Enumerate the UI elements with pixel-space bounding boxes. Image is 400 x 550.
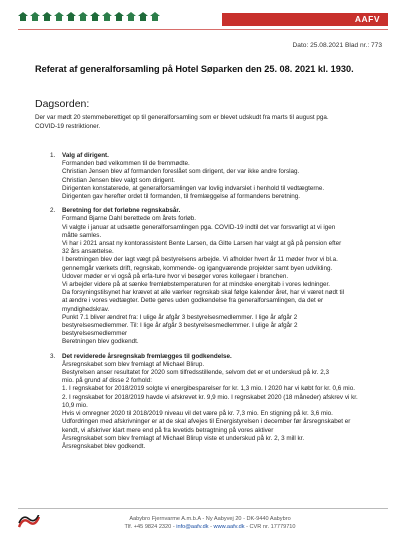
document-title: Referat af generalforsamling på Hotel Søparken den 25. 08. 2021 kl. 1930. [35, 64, 354, 74]
house-icon [90, 12, 100, 21]
footer-separator: - [208, 524, 214, 530]
intro-line: Der var mødt 20 stemmeberettiget op til generalforsamling som er blevet udskudt fra marts til august pga. [35, 114, 329, 121]
item-number: 2. [50, 207, 56, 215]
house-icon [78, 12, 88, 21]
footer-line-address: Aabybro Fjernvarme A.m.b.A - Ny Aabyvej 20 - DK-9440 Aabybro [129, 516, 291, 522]
house-icon [102, 12, 112, 21]
item-number: 1. [50, 152, 56, 159]
house-icon [66, 12, 76, 21]
item-line: bestyrelsesmedlemmer. Til: I lige år afgår 3 bestyrelsesmedlemmer. I ulige år afgår 2 [62, 322, 298, 330]
item-line: Vi har i 2021 ansat ny kontorassistent Bente Larsen, da Gitte Larsen har valgt at gå på pension efter [62, 240, 342, 248]
house-icon [42, 12, 52, 21]
agenda-item [50, 353, 370, 451]
item-line: Dirigenten gav herefter ordet til formanden, til fremlæggelse af formandens beretning. [62, 193, 301, 201]
item-line: myndighedskrav. [62, 305, 110, 313]
item-line: kendt, vi afskriver klart mere end på fra levetids betragtning på vores aktiver [62, 426, 274, 434]
footer-phone: Tlf. +45 9824 2320 - [124, 524, 177, 530]
house-row-logo [18, 12, 160, 21]
item-line: Årsregnskabet som blev fremlagt af Michael Blirup viste et underskud på kr. 2, 3 mill kr. [62, 434, 305, 442]
footer-address [70, 515, 350, 531]
footer-line-contact [70, 523, 350, 531]
agenda-heading: Dagsorden: [35, 98, 90, 110]
header-divider [18, 29, 388, 30]
item-line: Punkt 7.1 bliver ændret fra: I ulige år afgår 3 bestyrelsesmedlemmer. I lige år afgår 2 [62, 313, 298, 321]
item-line: Årsregnskabet blev godkendt. [62, 442, 146, 450]
house-icon [30, 12, 40, 21]
item-line: 2. I regnskabet for 2018/2019 havde vi afskrevet kr. 9,9 mio. I regnskabet 2020 (18 måneder) afskrev vi kr. [62, 393, 358, 401]
company-logo-icon [18, 515, 40, 529]
agenda-items [50, 152, 370, 457]
item-line: Dirigenten konstaterede, at generalforsamlingen var lovlig indvarslet i henhold til vedtægterne. [62, 184, 325, 192]
house-icon [138, 12, 148, 21]
item-line: Årsregnskabet som blev fremlagt af Michael Blirup. [62, 360, 205, 368]
footer-email-link[interactable]: info@aafv.dk [176, 524, 209, 530]
item-line: Hvis vi omregner 2020 til 2018/2019 niveau vil det være på kr. 7,3 mio. En stigning på kr. 3,6 mio. [62, 410, 333, 418]
footer-cvr: - CVR nr. 17779710 [244, 524, 296, 530]
house-icon [126, 12, 136, 21]
item-line: Udfordringen med afskrivninger er at de skal afvejes til Energistyrelsen i december før årsregnskabet er [62, 418, 351, 426]
item-line: Formand Bjarne Dahl berettede om årets forløb. [62, 215, 197, 223]
item-title: Det reviderede årsregnskab fremlægges til godkendelse. [62, 352, 232, 360]
footer-website-link[interactable]: www.aafv.dk [213, 524, 245, 530]
item-line: Bestyrelsen anser resultatet for 2020 som tilfredsstillende, selvom det er et underskud på kr. 2,3 [62, 369, 330, 377]
header-brand-bar [222, 13, 388, 26]
house-icon [18, 12, 28, 21]
item-line: I beretningen blev der lagt vægt på bestyrelsens arbejde. Vi afholder hvert år 11 møder hvor vi bl.a. [62, 256, 338, 264]
intro-line: COVID-19 restriktioner. [35, 122, 101, 130]
item-title: Beretning for det forløbne regnskabsår. [62, 207, 181, 215]
item-line: bestyrelsesmedlemmer [62, 330, 128, 338]
date-line: Dato: 25.08.2021 Blad nr.: 773 [292, 42, 382, 49]
item-line: måtte samles. [62, 231, 102, 239]
house-icon [150, 12, 160, 21]
house-icon [54, 12, 64, 21]
house-icon [114, 12, 124, 21]
item-line: Da forsyningstilsynet har krævet at alle værker regnskab skal følge kalender året, har vi været nødt til [62, 289, 345, 297]
item-line: 10,9 mio. [62, 401, 88, 409]
agenda-item [50, 152, 370, 201]
item-line: mio. på grund af disse 2 forhold: [62, 377, 152, 385]
item-title: Valg af dirigent. [62, 152, 109, 159]
item-line: Christian Jensen blev valgt som dirigent. [62, 176, 176, 184]
item-line: Udover møder er vi også på erfa-ture hvor vi besøger vores kollegaer i branchen. [62, 272, 289, 280]
footer-divider [18, 508, 388, 509]
item-line: Christian Jensen blev af formanden foreslået som dirigent, der var ikke andre forslag. [62, 168, 300, 176]
item-line: Beretningen blev godkendt. [62, 338, 139, 346]
item-line: Vi arbejder videre på at sænke fremløbstemperaturen for at mindske energitab i vores ledninger. [62, 281, 330, 289]
brand-logo-text: AAFV [354, 14, 380, 24]
item-line: 32 års ansættelse. [62, 248, 114, 256]
intro-paragraph [35, 114, 365, 131]
item-line: Formanden bød velkommen til de fremmødte. [62, 160, 190, 168]
agenda-item [50, 207, 370, 346]
item-line: gennemgår værkets drift, regnskab, kommende- og igangværende projekter samt byen udvikling. [62, 264, 333, 272]
item-line: at ændre i vores vedtægter. Dette gøres uden godkendelse fra generalforsamlingen, da det er [62, 297, 324, 305]
item-line: 1. I regnskabet for 2018/2019 solgte vi energibesparelser for kr. 1,3 mio. I 2020 har vi købt for kr. 0,6 mio. [62, 385, 355, 393]
item-line: Vi valgte i januar at udsætte generalforsamlingen pga. COVID-19 indtil det var forsvarligt at vi igen [62, 223, 336, 231]
item-number: 3. [50, 352, 56, 360]
